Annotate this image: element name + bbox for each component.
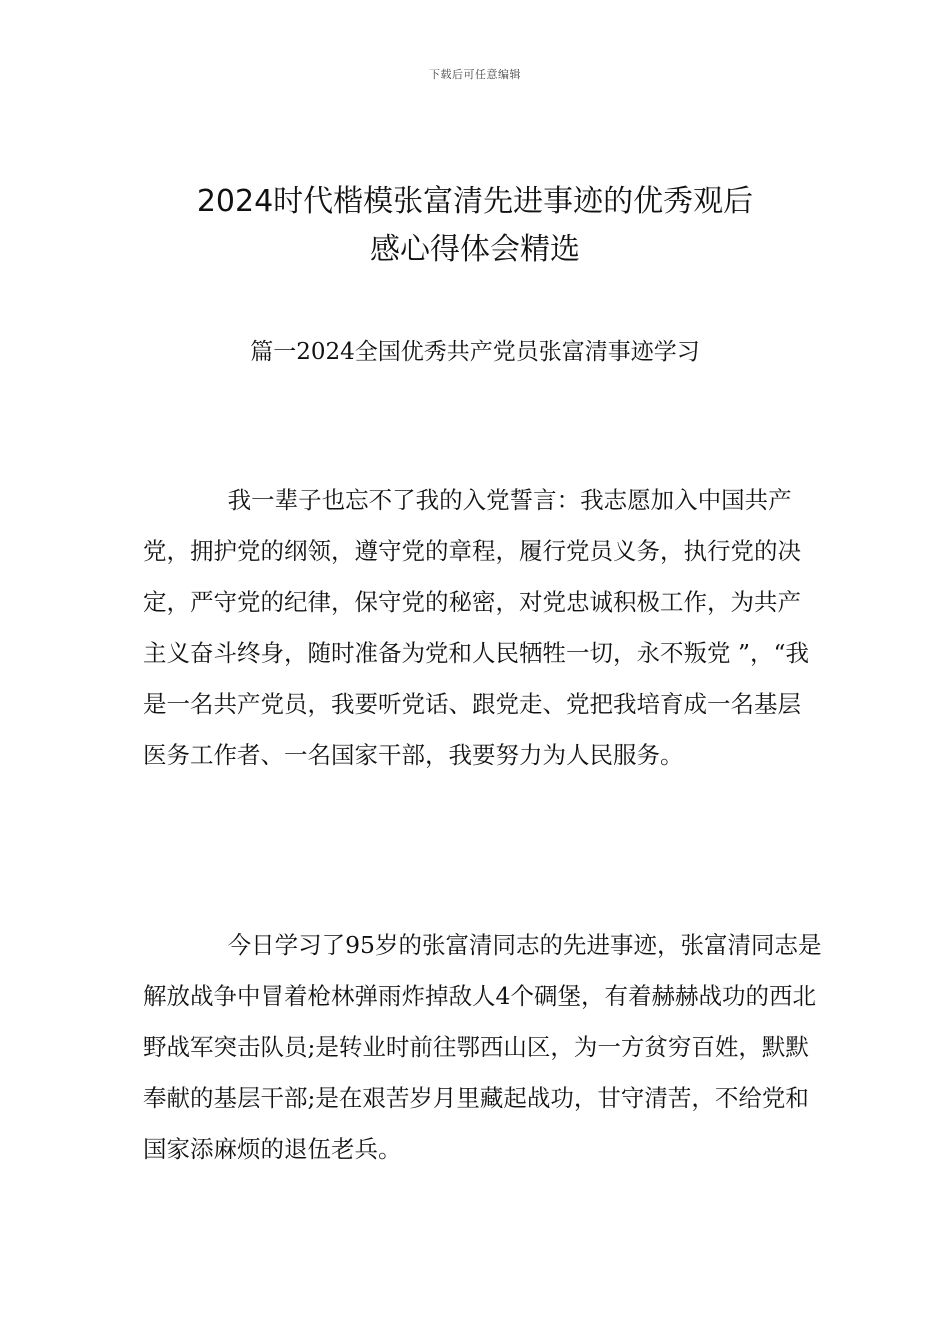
paragraph-oath: 我一辈子也忘不了我的入党誓言：我志愿加入中国共产党，拥护党的纲领，遵守党的章程，履行党员义务，执行党的决定，严守党的纪律，保守党的秘密，对党忠诚积极工作，为共产主义奋斗终身，随时准备为党和人民牺牲一切，永不叛党 ”，“我是一名共产党员，我要听党话、跟党走、党把我培育成一名基层医务工作者、一名国家干部，我要努力为人民服务。 xyxy=(143,486,809,769)
section-heading: 篇一2024全国优秀共产党员张富清事迹学习 xyxy=(250,339,700,365)
title-line-2: 感心得体会精选 xyxy=(370,232,580,267)
title-line-1: 2024时代楷模张富清先进事迹的优秀观后 xyxy=(196,184,754,219)
paragraph-deeds: 今日学习了95岁的张富清同志的先进事迹，张富清同志是解放战争中冒着枪林弹雨炸掉敌人4个碉堡，有着赫赫战功的西北野战军突击队员;是转业时前往鄂西山区，为一方贫穷百姓，默默奉献的基层干部;是在艰苦岁月里藏起战功，甘守清苦，不给党和国家添麻烦的退伍老兵。 xyxy=(143,931,822,1163)
document-title xyxy=(100,178,850,274)
header-note: 下载后可任意编辑 xyxy=(429,68,521,81)
